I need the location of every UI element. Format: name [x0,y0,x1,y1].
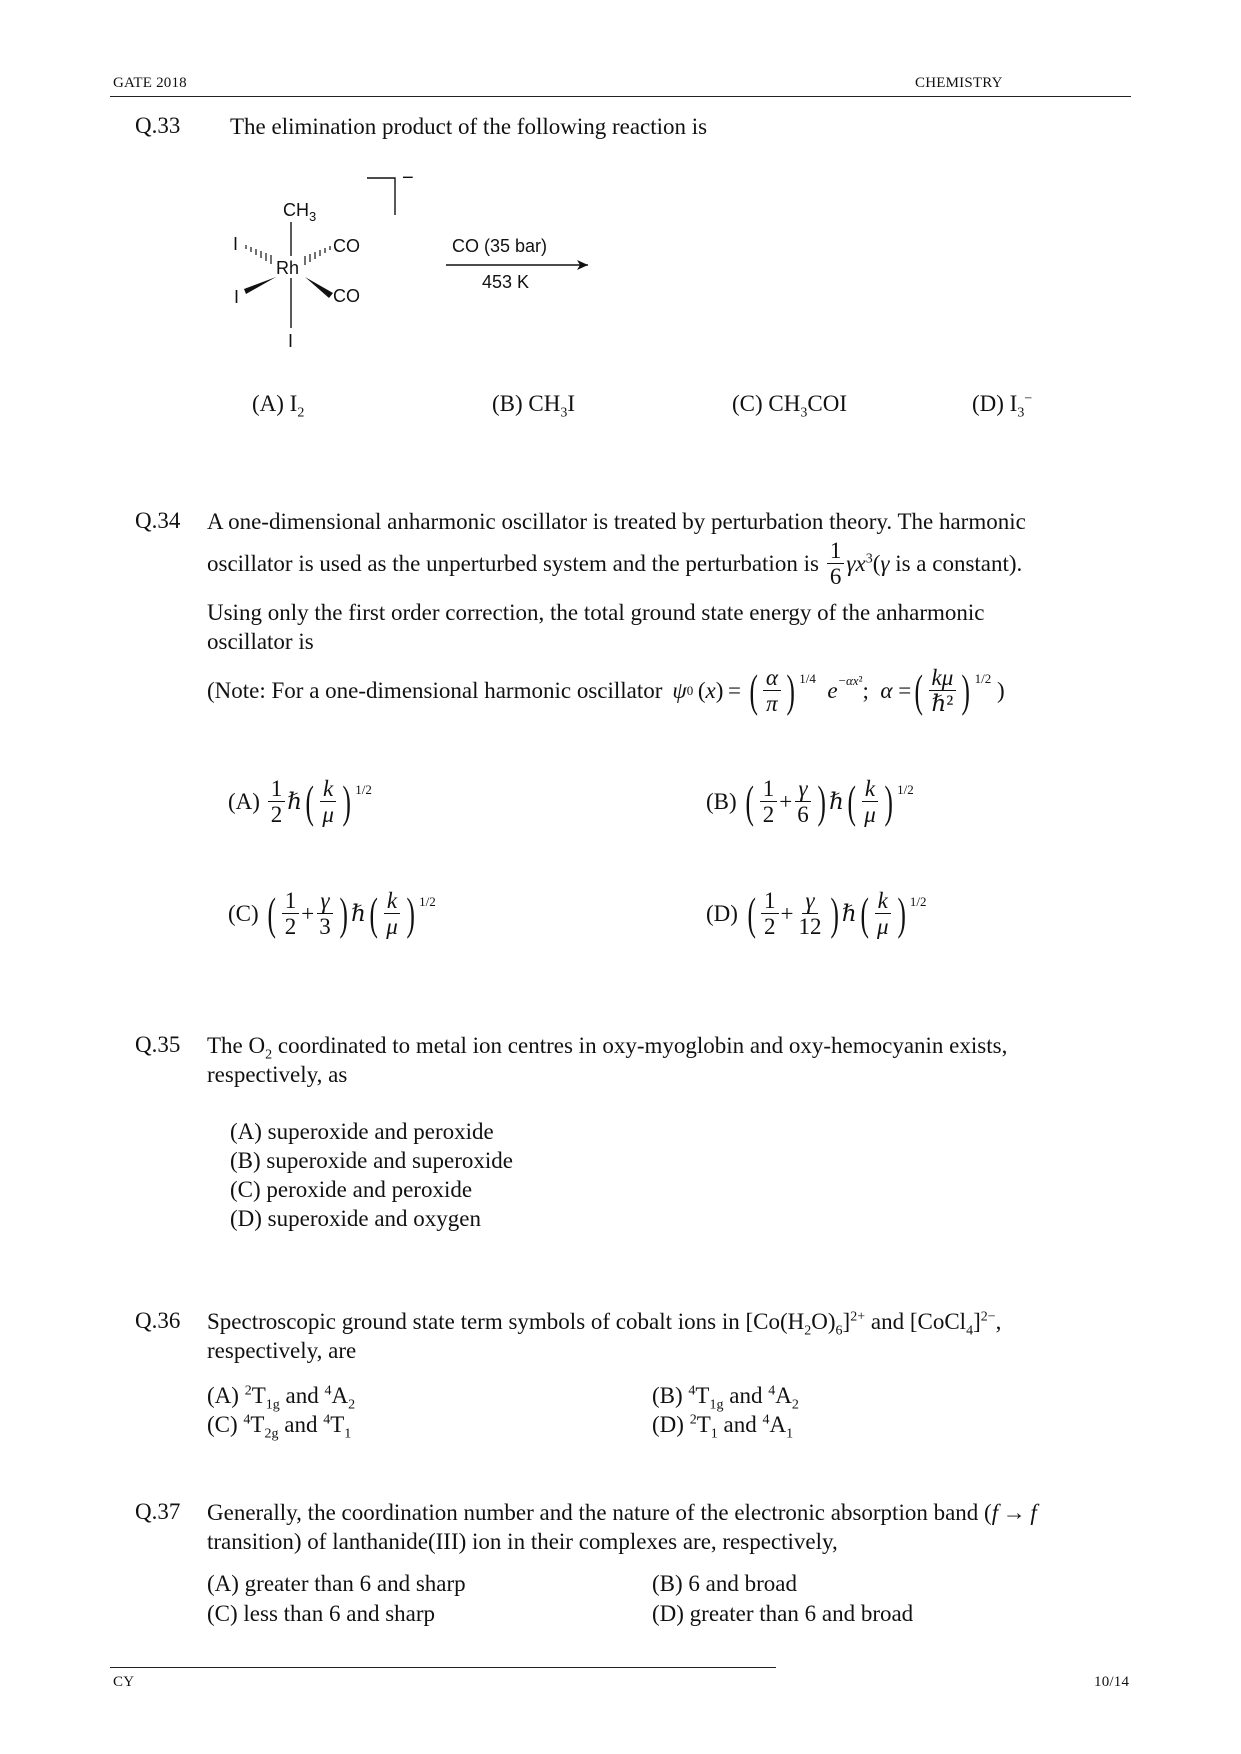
option-d-expression: ( $\frac{1}{2}$ + $\frac{\gamma}{12}$ ) ℏ ( $\frac{k}{\mu}$ ) 1/2 [747,887,927,939]
q36-option-b[interactable]: (B) $^4T_{1g}$ and $^4A_2$ [652,1383,799,1413]
q36-option-d[interactable]: (D) $^2T_1$ and $^4A_1$ [652,1412,794,1442]
iodide-label-1: I [233,234,239,254]
q36-option-a[interactable]: (A) $^2T_{1g}$ and $^4A_2$ [207,1383,356,1413]
q33-option-a[interactable]: (A) $I_2$ [252,391,305,421]
hashed-bond-right [305,246,330,265]
q35-line-2: respectively, as [207,1062,348,1087]
header-rule [110,96,1131,97]
q36-number: Q.36 [135,1308,181,1333]
charge-sign: − [402,167,414,189]
q36-line-1: Spectroscopic ground state term symbols of cobalt ions in $[Co(H_2O)_6]^{2+}$ and [CoCl$_4$]$^{2-}$, [207,1309,1002,1339]
q34-line-4: oscillator is [207,629,314,654]
footer-rule [110,1667,776,1668]
q33-text: The elimination product of the following reaction is [230,114,708,139]
ch3-label: $CH_3$ [283,200,317,224]
perturbation-term: $\gamma x^3(\gamma$ [846,550,890,576]
q34-option-d[interactable]: (D) ( $\frac{1}{2}$ + $\frac{\gamma}{12}$ ) ℏ ( $\frac{k}{\mu}$ ) 1/2 [706,887,927,939]
q34-option-b[interactable]: (B) ( $\frac{1}{2}$ + $\frac{\gamma}{6}$ ) ℏ ( $\frac{k}{\mu}$ ) 1/2 [706,775,914,827]
q37-line-1: Generally, the coordination number and the nature of the electronic absorption band (f → f [207,1500,1037,1525]
q34-option-a[interactable]: (A) $\frac{1}{2}$ ℏ ( $\frac{k}{\mu}$ ) 1/2 [228,775,372,827]
rh-label: Rh [276,258,300,278]
q35-number: Q.35 [135,1032,181,1057]
q35-option-a[interactable]: (A) superoxide and peroxide [230,1119,494,1144]
q33-reaction-diagram [220,160,620,360]
co-label-1: CO [333,236,360,256]
option-a-expression: $\frac{1}{2}$ ℏ ( $\frac{k}{\mu}$ ) 1/2 [266,776,372,827]
q33-option-b[interactable]: (B) $CH_3I$ [492,391,576,421]
wedge-bond-left [244,277,276,294]
q37-option-b[interactable]: (B) 6 and broad [652,1571,797,1596]
q37-line-2: transition) of lanthanide(III) ion in their complexes are, respectively, [207,1529,838,1554]
option-b-expression: ( $\frac{1}{2}$ + $\frac{\gamma}{6}$ ) ℏ ( $\frac{k}{\mu}$ ) 1/2 [745,775,914,827]
q34-note: (Note: For a one-dimensional harmonic oscillator ψ 0 ( x ) = ( $\frac{\alpha}{\pi}$ ) 1/4 e −αx² ; α = ( $\frac{k\mu}{\text{ℏ²}}$ ) 1/2 ) [207,664,1005,716]
q33-option-d[interactable]: (D) $I_3^-$ [972,391,1033,421]
q34-line-2: oscillator is used as the unperturbed system and the perturbation is $\frac{1}{6}$ $\gamma x^3(\gamma$ is a constant). [207,538,1023,589]
q35-line-1: The $O_2$ coordinated to metal ion centres in oxy-myoglobin and oxy-hemocyanin exists, [207,1033,1008,1063]
q34-option-c[interactable]: (C) ( $\frac{1}{2}$ + $\frac{\gamma}{3}$ ) ℏ ( $\frac{k}{\mu}$ ) 1/2 [228,887,436,939]
q33-number: Q.33 [135,113,181,138]
co-label-2: CO [333,286,360,306]
q34-line-3: Using only the first order correction, the total ground state energy of the anharmonic [207,600,985,625]
q37-number: Q.37 [135,1499,181,1524]
iodide-label-2: I [234,287,240,307]
q37-option-c[interactable]: (C) less than 6 and sharp [207,1601,436,1626]
condition-bottom: 453 K [482,272,530,292]
q35-option-b[interactable]: (B) superoxide and superoxide [230,1148,513,1173]
bracket [367,178,395,215]
wavefunction-expression: ψ 0 ( x ) = ( $\frac{\alpha}{\pi}$ ) 1/4 e −αx² ; α = ( $\frac{k\mu}{\text{ℏ²}}$ ) 1/2 ) [672,664,1005,716]
header-right: CHEMISTRY [915,75,1003,91]
condition-top: CO (35 bar) [452,236,548,256]
q35-option-c[interactable]: (C) peroxide and peroxide [230,1177,473,1202]
q35-options [230,1117,513,1233]
q36-line-2: respectively, are [207,1338,357,1363]
q36-option-c[interactable]: (C) $^4T_{2g}$ and $^4T_1$ [207,1412,352,1442]
q35-option-d[interactable]: (D) superoxide and oxygen [230,1206,482,1231]
q34-number: Q.34 [135,508,181,533]
option-c-expression: ( $\frac{1}{2}$ + $\frac{\gamma}{3}$ ) ℏ ( $\frac{k}{\mu}$ ) 1/2 [267,887,436,939]
wedge-bond-right [305,277,333,298]
perturbation-fraction: $\frac{1}{6}$ [827,538,845,589]
page-number: 10/14 [1094,1674,1130,1690]
footer-left: CY [113,1674,135,1690]
q37-option-d[interactable]: (D) greater than 6 and broad [652,1601,914,1626]
hashed-bond-left [246,245,271,264]
q33-option-c[interactable]: (C) $CH_3COI$ [732,391,847,421]
q34-line-1: A one-dimensional anharmonic oscillator is treated by perturbation theory. The harmonic [207,509,1026,534]
header-left: GATE 2018 [113,75,187,91]
q37-option-a[interactable]: (A) greater than 6 and sharp [207,1571,466,1596]
iodide-label-3: I [288,331,294,351]
